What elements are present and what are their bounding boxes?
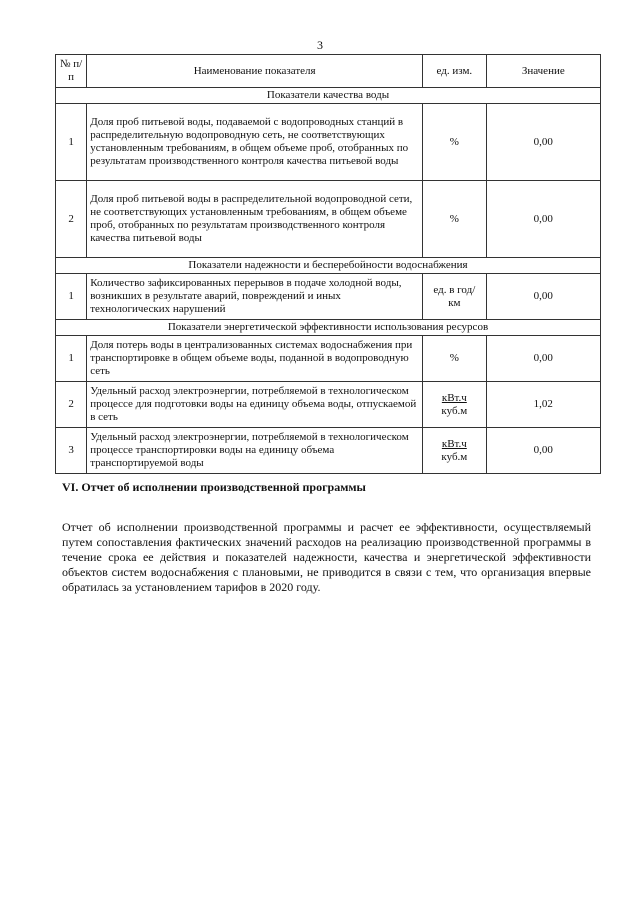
row-unit: % bbox=[423, 336, 486, 382]
header-value: Значение bbox=[486, 55, 600, 88]
row-value: 0,00 bbox=[486, 181, 600, 258]
page-number: 3 bbox=[317, 38, 323, 52]
section-title-energy: Показатели энергетической эффективности использования ресурсов bbox=[56, 320, 601, 336]
row-value: 0,00 bbox=[486, 336, 600, 382]
indicators-table bbox=[55, 54, 601, 474]
unit-line2: куб.м bbox=[441, 450, 468, 463]
section-title-reliability: Показатели надежности и бесперебойности водоснабжения bbox=[56, 258, 601, 274]
unit-line1: кВт.ч bbox=[441, 391, 467, 404]
header-num: № п/п bbox=[56, 55, 87, 88]
unit-line1: ед. в год/ bbox=[433, 283, 476, 296]
row-unit: % bbox=[423, 181, 486, 258]
table-row bbox=[56, 336, 601, 382]
row-num: 1 bbox=[56, 274, 87, 320]
section-title-quality: Показатели качества воды bbox=[56, 88, 601, 104]
row-value: 0,00 bbox=[486, 274, 600, 320]
row-value: 0,00 bbox=[486, 428, 600, 474]
unit-line2: км bbox=[448, 296, 461, 309]
row-name: Удельный расход электроэнергии, потребляемой в технологическом процессе для подготовки воды на единицу объема воды, отпускаемой в сеть bbox=[87, 382, 423, 428]
row-unit bbox=[423, 382, 486, 428]
unit-line1: кВт.ч bbox=[441, 437, 467, 450]
row-unit bbox=[423, 428, 486, 474]
row-value: 0,00 bbox=[486, 104, 600, 181]
row-name: Количество зафиксированных перерывов в подаче холодной воды, возникших в результате аварий, повреждений и иных технологических нарушений bbox=[87, 274, 423, 320]
row-value: 1,02 bbox=[486, 382, 600, 428]
unit-line2: куб.м bbox=[441, 404, 468, 417]
row-num: 2 bbox=[56, 181, 87, 258]
header-name: Наименование показателя bbox=[87, 55, 423, 88]
row-num: 1 bbox=[56, 104, 87, 181]
row-num: 3 bbox=[56, 428, 87, 474]
section-vi-paragraph: Отчет об исполнении производственной программы и расчет ее эффективности, осуществляемый путем сопоставления фактических значений расходов на реализацию производственной программы в течение срока ее действия и показателей надежности, качества и энергетической эффективности объектов систем водоснабжения с плановыми, не приводится в связи с тем, что организация впервые обратилась за установлением тарифов в 2020 году. bbox=[62, 520, 591, 594]
section-row bbox=[56, 88, 601, 104]
header-unit: ед. изм. bbox=[423, 55, 486, 88]
row-unit: % bbox=[423, 104, 486, 181]
section-row bbox=[56, 320, 601, 336]
row-name: Доля потерь воды в централизованных системах водоснабжения при транспортировке в общем объеме воды, поданной в водопроводную сеть bbox=[87, 336, 423, 382]
table-row bbox=[56, 274, 601, 320]
row-num: 1 bbox=[56, 336, 87, 382]
row-unit bbox=[423, 274, 486, 320]
table-header-row bbox=[56, 55, 601, 88]
section-row bbox=[56, 258, 601, 274]
row-name: Доля проб питьевой воды в распределительной водопроводной сети, не соответствующих установленным требованиям, в общем объеме проб, отобранных по результатам производственного контроля качества питьевой воды bbox=[87, 181, 423, 258]
row-name: Доля проб питьевой воды, подаваемой с водопроводных станций в распределительную водопроводную сеть, не соответствующих установленным требованиям, в общем объеме проб, отобранных по результатам производственного контроля качества питьевой воды bbox=[87, 104, 423, 181]
row-name: Удельный расход электроэнергии, потребляемой в технологическом процессе транспортировки воды на единицу объема транспортируемой воды bbox=[87, 428, 423, 474]
table-row bbox=[56, 382, 601, 428]
table-row bbox=[56, 181, 601, 258]
row-num: 2 bbox=[56, 382, 87, 428]
table-row bbox=[56, 104, 601, 181]
section-vi-title: VI. Отчет об исполнении производственной программы bbox=[62, 480, 366, 494]
table-row bbox=[56, 428, 601, 474]
